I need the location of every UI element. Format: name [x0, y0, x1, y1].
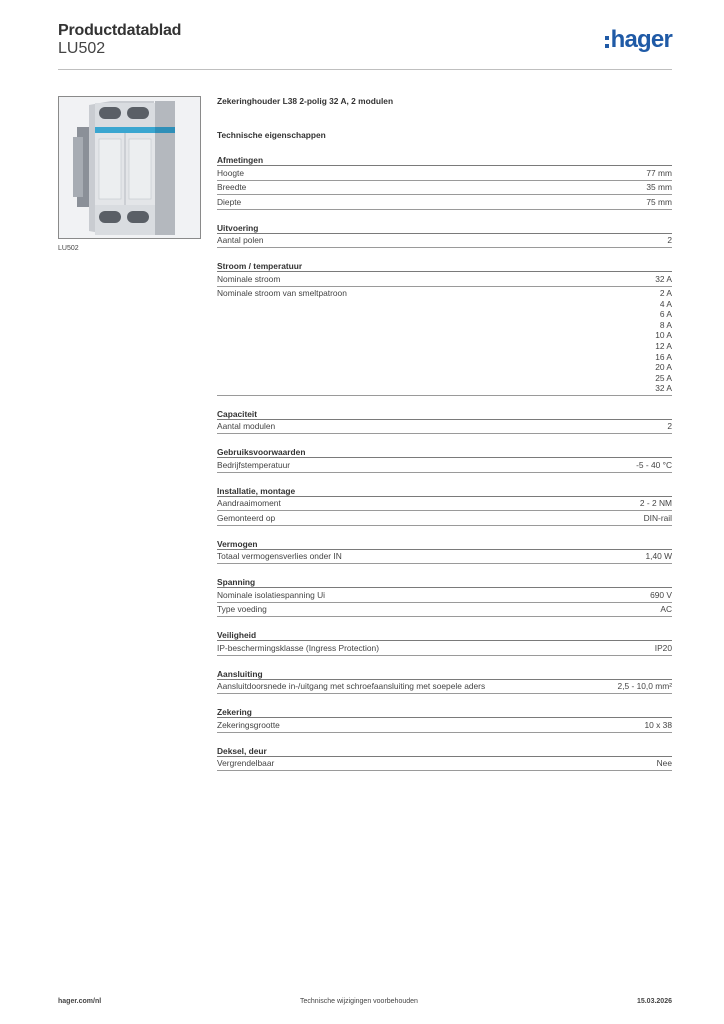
spec-value-line: 35 mm	[646, 182, 672, 192]
spec-label: Type voeding	[217, 604, 267, 615]
spec-row	[217, 272, 672, 287]
spec-value	[650, 590, 672, 601]
spec-value-line: -5 - 40 °C	[636, 459, 672, 470]
spec-value	[640, 498, 672, 509]
spec-group-title: Spanning	[217, 576, 672, 588]
spec-row	[217, 757, 672, 772]
spec-value-line: 25 A	[655, 372, 672, 383]
spec-group-title: Veiligheid	[217, 629, 672, 641]
footer-website[interactable]: hager.com/nl	[58, 998, 102, 1005]
spec-group	[217, 668, 672, 695]
spec-row	[217, 603, 672, 618]
spec-value	[645, 720, 672, 731]
spec-label: Hoogte	[217, 167, 245, 178]
document-title: Productdatablad	[58, 22, 182, 39]
spec-group-title: Capaciteit	[217, 408, 672, 420]
spec-value	[636, 460, 672, 471]
spec-value	[660, 604, 672, 615]
spec-label: Bedrijfstemperatuur	[217, 459, 291, 470]
spec-value-line: 2	[667, 235, 672, 245]
spec-value	[655, 274, 672, 285]
spec-label: Aansluitdoorsnede in-/uitgang met schroefaansluiting met soepele aders	[217, 681, 486, 692]
spec-group-title: Uitvoering	[217, 222, 672, 234]
spec-value-line: 32 A	[655, 383, 672, 394]
spec-group-title: Gebruiksvoorwaarden	[217, 446, 672, 458]
spec-row	[217, 195, 672, 210]
spec-value	[618, 681, 672, 692]
spec-row	[217, 234, 672, 249]
document-header	[58, 22, 672, 70]
spec-group	[217, 222, 672, 249]
spec-row	[217, 588, 672, 603]
spec-value	[645, 551, 672, 562]
spec-value-line: 10 A	[655, 330, 672, 341]
spec-label: IP-beschermingsklasse (Ingress Protection)	[217, 642, 379, 653]
spec-row	[217, 458, 672, 473]
spec-label: Aandraaimoment	[217, 498, 281, 509]
spec-group-title: Zekering	[217, 706, 672, 718]
spec-row	[217, 641, 672, 656]
product-image	[58, 96, 201, 239]
spec-groups	[217, 154, 672, 771]
spec-row	[217, 718, 672, 733]
hager-logo	[605, 27, 672, 53]
spec-label: Aantal polen	[217, 235, 264, 245]
spec-label: Nominale stroom	[217, 273, 281, 284]
spec-value-line: 6 A	[659, 309, 672, 320]
spec-value	[646, 182, 672, 193]
spec-value	[657, 758, 672, 769]
product-image-caption: LU502	[58, 245, 79, 252]
spec-value-line: 10 x 38	[644, 719, 672, 730]
spec-value	[667, 421, 672, 432]
spec-group	[217, 706, 672, 733]
product-name: Zekeringhouder L38 2-polig 32 A, 2 modulen	[217, 96, 394, 106]
spec-label: Nominale isolatiespanning Ui	[217, 589, 326, 600]
spec-value	[646, 168, 672, 179]
spec-group	[217, 154, 672, 210]
spec-value-line: 2	[667, 421, 672, 432]
spec-value-line: Nee	[656, 758, 672, 769]
spec-group	[217, 745, 672, 772]
spec-label: Vergrendelbaar	[217, 758, 275, 769]
spec-value-line: IP20	[654, 642, 672, 653]
spec-group	[217, 485, 672, 526]
spec-label: Diepte	[217, 196, 242, 207]
spec-label: Totaal vermogensverlies onder IN	[217, 551, 342, 562]
spec-value-line: 12 A	[655, 340, 672, 351]
spec-row	[217, 511, 672, 526]
spec-row	[217, 550, 672, 565]
spec-content	[217, 96, 672, 771]
spec-value	[655, 643, 672, 654]
spec-value	[646, 197, 672, 208]
spec-label: Breedte	[217, 182, 247, 192]
spec-label: Aantal modulen	[217, 421, 276, 432]
spec-group	[217, 446, 672, 473]
spec-group-title: Installatie, montage	[217, 485, 672, 497]
spec-group	[217, 538, 672, 565]
spec-value-line: 8 A	[659, 319, 672, 330]
spec-value	[667, 235, 672, 246]
spec-group	[217, 629, 672, 656]
fuse-holder-illustration	[59, 97, 201, 239]
spec-label: Zekeringsgrootte	[217, 719, 280, 730]
spec-value-line: 2,5 - 10,0 mm²	[617, 681, 672, 692]
spec-group	[217, 260, 672, 396]
logo-text: hager	[610, 26, 672, 53]
spec-row	[217, 497, 672, 512]
spec-group-title: Aansluiting	[217, 668, 672, 680]
spec-group-title: Stroom / temperatuur	[217, 260, 672, 272]
spec-value-line: 77 mm	[646, 167, 672, 178]
spec-row	[217, 287, 672, 396]
spec-group	[217, 576, 672, 617]
footer-date: 15.03.2026	[636, 998, 672, 1005]
spec-group-title: Afmetingen	[217, 154, 672, 166]
spec-value-line: 4 A	[659, 298, 672, 309]
spec-row	[217, 181, 672, 196]
spec-value	[644, 513, 672, 524]
spec-row	[217, 420, 672, 435]
spec-row	[217, 166, 672, 181]
spec-value-line: 32 A	[655, 273, 672, 284]
section-title: Technische eigenschappen	[217, 130, 326, 140]
spec-value-line: 75 mm	[646, 196, 672, 207]
spec-value-line: 2 - 2 NM	[639, 498, 672, 509]
logo-dots-icon	[605, 36, 609, 48]
spec-label: Nominale stroom van smeltpatroon	[217, 288, 347, 298]
spec-group-title: Deksel, deur	[217, 745, 672, 757]
footer-disclaimer: Technische wijzigingen voorbehouden	[300, 998, 418, 1005]
spec-row	[217, 680, 672, 695]
spec-value-line: 16 A	[655, 351, 672, 362]
document-subtitle: LU502	[58, 40, 106, 57]
spec-value-line: 2 A	[659, 288, 672, 298]
spec-value-line: 1,40 W	[645, 551, 672, 562]
spec-value-line: DIN-rail	[643, 512, 672, 523]
spec-value-line: 690 V	[650, 589, 672, 600]
document-footer	[58, 998, 672, 1010]
spec-group-title: Vermogen	[217, 538, 672, 550]
spec-value-line: 20 A	[655, 362, 672, 373]
spec-group	[217, 408, 672, 435]
spec-value-line: AC	[660, 604, 672, 615]
spec-label: Gemonteerd op	[217, 512, 276, 523]
spec-value	[655, 288, 672, 394]
